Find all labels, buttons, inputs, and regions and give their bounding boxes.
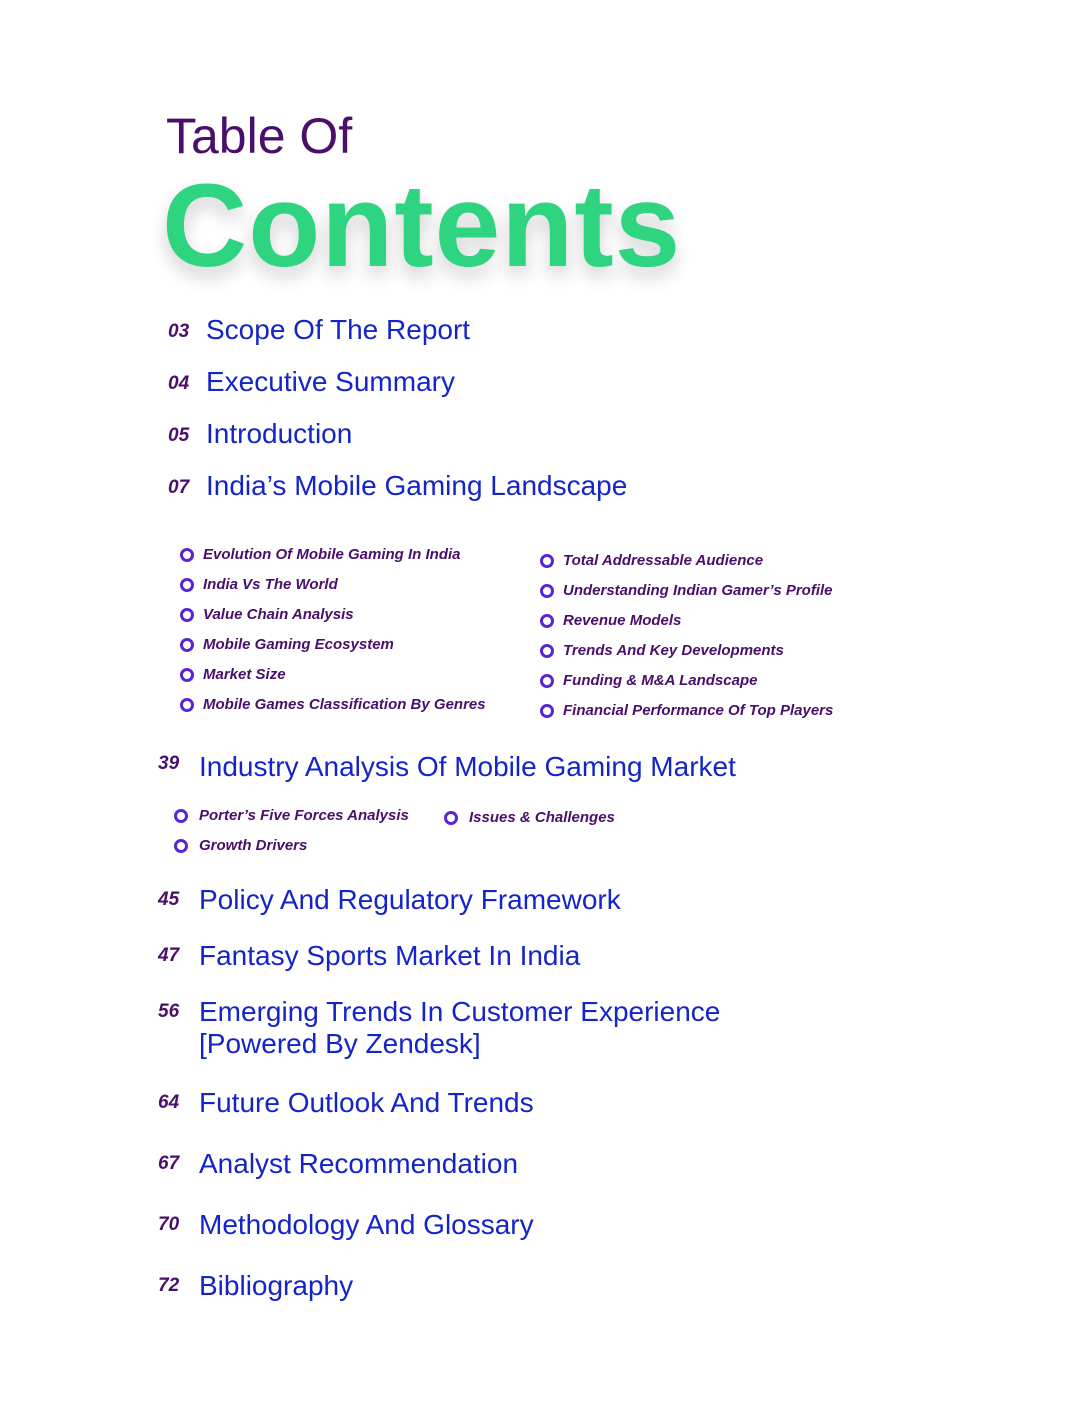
page-number: 03 <box>168 321 190 342</box>
page-number: 04 <box>168 373 190 394</box>
page-number: 07 <box>168 477 190 498</box>
subtopic-label: Market Size <box>203 666 286 683</box>
entry-title: Methodology And Glossary <box>199 1209 534 1240</box>
page-number: 39 <box>158 753 180 774</box>
subtopic-label: Mobile Games Classification By Genres <box>203 696 486 713</box>
circle-bullet-icon <box>540 644 554 658</box>
circle-bullet-icon <box>174 809 188 823</box>
circle-bullet-icon <box>540 614 554 628</box>
title-line-2: Contents <box>162 160 682 292</box>
subtopic-label: Mobile Gaming Ecosystem <box>203 636 394 653</box>
subtopic-label: Value Chain Analysis <box>203 606 354 623</box>
circle-bullet-icon <box>540 704 554 718</box>
entry-title: Scope Of The Report <box>206 314 471 345</box>
subtopic-label: Total Addressable Audience <box>563 552 764 569</box>
page-number: 70 <box>158 1214 180 1235</box>
toc-entry[interactable] <box>158 996 798 1062</box>
toc-entry[interactable] <box>158 751 798 785</box>
page-number: 67 <box>158 1153 180 1174</box>
entry-title: Policy And Regulatory Framework <box>199 884 621 915</box>
toc-entry[interactable] <box>158 1209 658 1243</box>
subtopic-label: India Vs The World <box>203 576 338 593</box>
entry-title: Bibliography <box>199 1270 354 1301</box>
toc-entry[interactable] <box>168 418 568 452</box>
entry-title: Introduction <box>206 418 353 449</box>
page-number: 56 <box>158 1001 180 1022</box>
circle-bullet-icon <box>540 584 554 598</box>
page-number: 05 <box>168 425 190 446</box>
entry-title: Analyst Recommendation <box>199 1148 519 1179</box>
circle-bullet-icon <box>180 668 194 682</box>
toc-entry[interactable] <box>168 470 728 504</box>
entry-title: Emerging Trends In Customer Experience <box>199 996 721 1027</box>
circle-bullet-icon <box>180 578 194 592</box>
entry-title-continued: [Powered By Zendesk] <box>199 1028 481 1059</box>
circle-bullet-icon <box>174 839 188 853</box>
entry-title: Fantasy Sports Market In India <box>199 940 581 971</box>
circle-bullet-icon <box>444 811 458 825</box>
title-line-1: Table Of <box>166 108 353 164</box>
circle-bullet-icon <box>540 674 554 688</box>
subtopic-label: Issues & Challenges <box>469 809 615 826</box>
toc-entry[interactable] <box>168 314 568 348</box>
toc-entry[interactable] <box>158 884 718 918</box>
toc-entry[interactable] <box>158 1270 558 1304</box>
page-number: 64 <box>158 1092 180 1113</box>
subtopic-label: Funding & M&A Landscape <box>563 672 758 689</box>
entry-title: India’s Mobile Gaming Landscape <box>206 470 628 501</box>
page-number: 72 <box>158 1275 180 1296</box>
toc-entry[interactable] <box>158 940 718 974</box>
toc-entry[interactable] <box>158 1148 658 1182</box>
subtopic-label: Trends And Key Developments <box>563 642 784 659</box>
entry-title: Executive Summary <box>206 366 455 397</box>
circle-bullet-icon <box>180 548 194 562</box>
subtopic-label: Growth Drivers <box>199 837 308 854</box>
subtopic-label: Understanding Indian Gamer’s Profile <box>563 582 833 599</box>
toc-entry[interactable] <box>168 366 568 400</box>
entry-title: Future Outlook And Trends <box>199 1087 534 1118</box>
circle-bullet-icon <box>180 608 194 622</box>
subtopic-label: Revenue Models <box>563 612 682 629</box>
page-number: 45 <box>158 889 180 910</box>
page-number: 47 <box>158 945 180 966</box>
circle-bullet-icon <box>180 698 194 712</box>
subtopic-label: Evolution Of Mobile Gaming In India <box>203 546 461 563</box>
subtopic-label: Financial Performance Of Top Players <box>563 702 834 719</box>
entry-title: Industry Analysis Of Mobile Gaming Market <box>199 751 736 782</box>
circle-bullet-icon <box>180 638 194 652</box>
circle-bullet-icon <box>540 554 554 568</box>
toc-entry[interactable] <box>158 1087 658 1121</box>
subtopic-label: Porter’s Five Forces Analysis <box>199 807 409 824</box>
